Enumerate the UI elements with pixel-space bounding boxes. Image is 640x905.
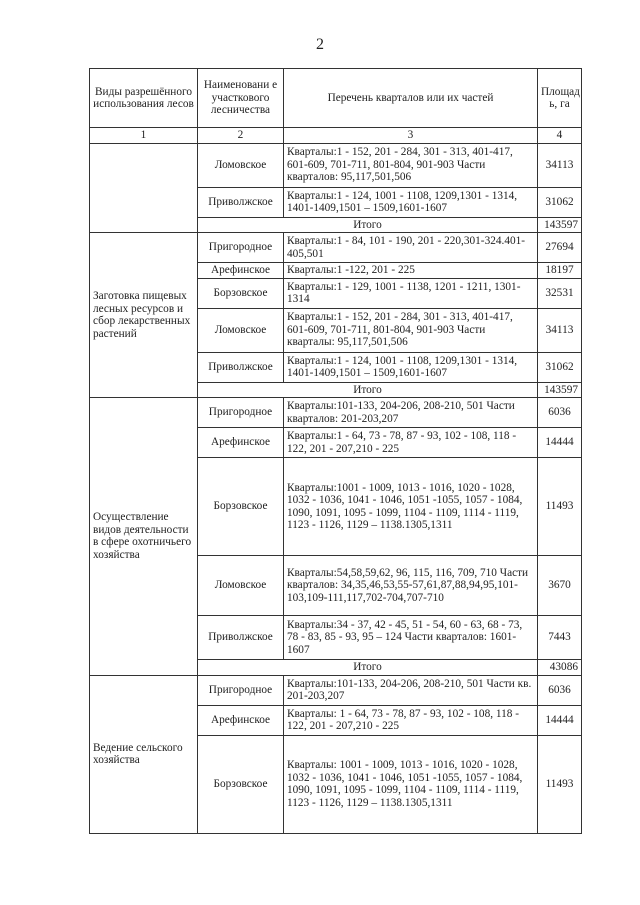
area-cell: 11493 — [538, 735, 582, 833]
quarters-cell: Кварталы:101-133, 204-206, 208-210, 501 Части кв. 201-203,207 — [284, 675, 538, 705]
quarters-cell: Кварталы: 1001 - 1009, 1013 - 1016, 1020 - 1028, 1032 - 1036, 1041 - 1046, 1051 -1055, 1057 - 1084, 1090, 1091, 1095 - 1099, 1104 - 1109, 1114 - 1119, 1123 - 1126, 1129 – 1138.1305,1311 — [284, 735, 538, 833]
quarters-cell: Кварталы:1 - 84, 101 - 190, 201 - 220,301-324.401-405,501 — [284, 233, 538, 263]
total-label: Итого — [198, 660, 538, 676]
header-quarters: Перечень кварталов или их частей — [284, 69, 538, 128]
quarters-cell: Кварталы: 1 - 64, 73 - 78, 87 - 93, 102 - 108, 118 - 122, 201 - 207,210 - 225 — [284, 705, 538, 735]
category-cell: Осуществление видов деятельности в сфере охотничьего хозяйства — [90, 398, 198, 676]
district-cell: Ломовское — [198, 143, 284, 187]
quarters-cell: Кварталы:1001 - 1009, 1013 - 1016, 1020 - 1028, 1032 - 1036, 1041 - 1046, 1051 -1055, 1057 - 1084, 1090, 1091, 1095 - 1099, 1104 - 1109, 1114 - 1119, 1123 - 1126, 1129 – 1138.1305,1311 — [284, 458, 538, 556]
forest-use-table — [89, 68, 582, 834]
table-row — [90, 398, 582, 428]
district-cell: Приволжское — [198, 616, 284, 660]
quarters-cell: Кварталы:1 - 129, 1001 - 1138, 1201 - 1211, 1301-1314 — [284, 278, 538, 308]
quarters-cell: Кварталы:54,58,59,62, 96, 115, 116, 709, 710 Части кварталов: 34,35,46,53,55-57,61,87,88,94,95,101-103,109-111,117,702-704,707-710 — [284, 556, 538, 616]
area-cell: 11493 — [538, 458, 582, 556]
area-cell: 31062 — [538, 187, 582, 217]
header-num-3: 3 — [284, 128, 538, 144]
area-cell: 32531 — [538, 278, 582, 308]
district-cell: Ломовское — [198, 308, 284, 352]
total-value: 143597 — [538, 217, 582, 233]
area-cell: 34113 — [538, 308, 582, 352]
district-cell: Арефинское — [198, 705, 284, 735]
total-label: Итого — [198, 217, 538, 233]
quarters-cell: Кварталы:1 - 152, 201 - 284, 301 - 313, 401-417, 601-609, 701-711, 801-804, 901-903 Части кварталов: 95,117,501,506 — [284, 143, 538, 187]
quarters-cell: Кварталы:1 - 152, 201 - 284, 301 - 313, 401-417, 601-609, 701-711, 801-804, 901-903 Части кварталы: 95,117,501,506 — [284, 308, 538, 352]
header-num-2: 2 — [198, 128, 284, 144]
header-use-type: Виды разрешённого использования лесов — [90, 69, 198, 128]
quarters-cell: Кварталы:101-133, 204-206, 208-210, 501 Части кварталов: 201-203,207 — [284, 398, 538, 428]
quarters-cell: Кварталы:1 - 124, 1001 - 1108, 1209,1301 - 1314, 1401-1409,1501 – 1509,1601-1607 — [284, 187, 538, 217]
category-cell: Заготовка пищевых лесных ресурсов и сбор лекарственных растений — [90, 233, 198, 398]
category-cell — [90, 143, 198, 233]
area-cell: 3670 — [538, 556, 582, 616]
district-cell: Пригородное — [198, 398, 284, 428]
header-num-4: 4 — [538, 128, 582, 144]
table-row — [90, 233, 582, 263]
header-row — [90, 69, 582, 128]
area-cell: 34113 — [538, 143, 582, 187]
area-cell: 6036 — [538, 675, 582, 705]
header-area: Площад ь, га — [538, 69, 582, 128]
district-cell: Арефинское — [198, 263, 284, 279]
area-cell: 6036 — [538, 398, 582, 428]
district-cell: Борзовское — [198, 278, 284, 308]
header-number-row — [90, 128, 582, 144]
total-value: 143597 — [538, 382, 582, 398]
area-cell: 31062 — [538, 352, 582, 382]
area-cell: 14444 — [538, 428, 582, 458]
total-label: Итого — [198, 382, 538, 398]
district-cell: Борзовское — [198, 735, 284, 833]
area-cell: 18197 — [538, 263, 582, 279]
header-num-1: 1 — [90, 128, 198, 144]
table-row — [90, 675, 582, 705]
quarters-cell: Кварталы:1 -122, 201 - 225 — [284, 263, 538, 279]
district-cell: Борзовское — [198, 458, 284, 556]
area-cell: 27694 — [538, 233, 582, 263]
quarters-cell: Кварталы:34 - 37, 42 - 45, 51 - 54, 60 - 63, 68 - 73, 78 - 83, 85 - 93, 95 – 124 Части кварталов: 1601-1607 — [284, 616, 538, 660]
district-cell: Приволжское — [198, 352, 284, 382]
quarters-cell: Кварталы:1 - 124, 1001 - 1108, 1209,1301 - 1314, 1401-1409,1501 – 1509,1601-1607 — [284, 352, 538, 382]
category-cell: Ведение сельского хозяйства — [90, 675, 198, 833]
district-cell: Пригородное — [198, 675, 284, 705]
district-cell: Арефинское — [198, 428, 284, 458]
district-cell: Пригородное — [198, 233, 284, 263]
table-row — [90, 143, 582, 187]
quarters-cell: Кварталы:1 - 64, 73 - 78, 87 - 93, 102 - 108, 118 - 122, 201 - 207,210 - 225 — [284, 428, 538, 458]
page-number: 2 — [316, 36, 324, 53]
district-cell: Приволжское — [198, 187, 284, 217]
header-district: Наименовани е участкового лесничества — [198, 69, 284, 128]
area-cell: 7443 — [538, 616, 582, 660]
district-cell: Ломовское — [198, 556, 284, 616]
total-value: 43086 — [538, 660, 582, 676]
area-cell: 14444 — [538, 705, 582, 735]
